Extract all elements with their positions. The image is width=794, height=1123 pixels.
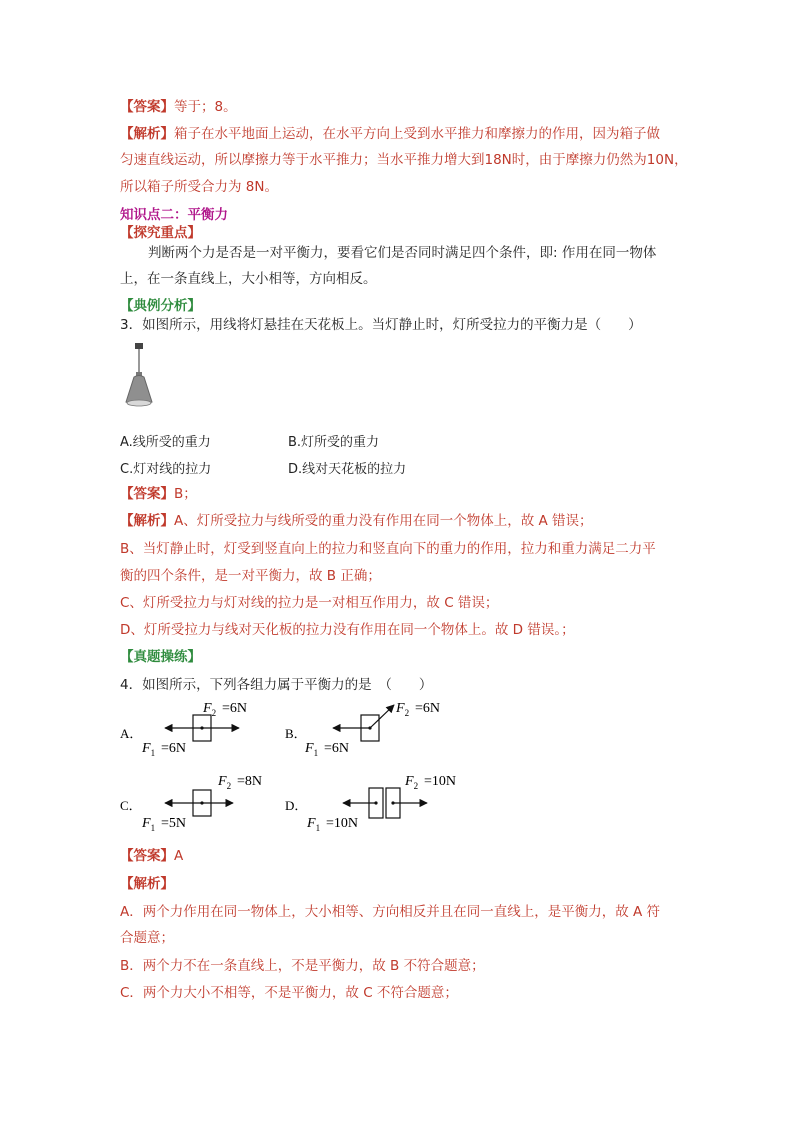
- section-title: 知识点二：平衡力: [120, 207, 228, 223]
- answer-tag: 【答案】: [120, 486, 174, 502]
- q3-option-b: B.灯所受的重力: [288, 435, 380, 450]
- figure-a-label: A．: [120, 726, 143, 741]
- f1-symbol: $F_1$: [142, 741, 156, 758]
- f2-symbol: $F_2$: [405, 774, 419, 791]
- f1-value: =6N: [161, 741, 187, 756]
- figure-d-label: D．: [285, 798, 308, 813]
- figure-c-label: C．: [120, 798, 142, 813]
- q4-answer-line: [120, 847, 183, 865]
- figure-a: [120, 701, 247, 758]
- figure-c: [120, 774, 262, 833]
- f1-value: =10N: [326, 816, 359, 831]
- f2-value: =6N: [222, 701, 248, 716]
- q4-analysis-line-4: C．两个力大小不相等，不是平衡力，故 C 不符合题意；: [120, 985, 458, 1001]
- q3-analysis-line-1: [120, 512, 593, 530]
- analysis-text: ，: [674, 152, 688, 168]
- analysis-value: 18N: [484, 152, 512, 168]
- analysis-text: 匀速直线运动，所以摩擦力等于水平推力；当水平推力增大到: [120, 152, 485, 168]
- q3-analysis-line-5: D、灯所受拉力与线对天化板的拉力没有作用在同一个物体上。故 D 错误。；: [120, 622, 575, 638]
- f2-value: =8N: [237, 774, 263, 789]
- f2-symbol: $F_2$: [396, 701, 410, 718]
- p1-answer-line: [120, 98, 237, 116]
- key-point-line-2: 上，在一条直线上，大小相等，方向相反。: [120, 271, 377, 287]
- q3-answer-line: [120, 485, 197, 503]
- q3-stem: 3．如图所示，用线将灯悬挂在天花板上。当灯静止时，灯所受拉力的平衡力是（ ）: [120, 317, 642, 333]
- q4-stem: 4．如图所示，下列各组力属于平衡力的是 （ ）: [120, 677, 433, 693]
- q3-analysis-line-2: B、当灯静止时，灯受到竖直向上的拉力和竖直向下的重力的作用，拉力和重力满足二力平: [120, 541, 656, 557]
- figure-b: [285, 701, 440, 758]
- f1-symbol: $F_1$: [305, 741, 319, 758]
- answer-tag: 【答案】: [120, 99, 174, 115]
- q3-option-a: A.线所受的重力: [120, 435, 211, 450]
- example-tag: 【典例分析】: [120, 298, 201, 314]
- q4-analysis-tag: 【解析】: [120, 876, 174, 892]
- analysis-text: A、灯所受拉力与线所受的重力没有作用在同一个物体上，故 A 错误；: [174, 513, 593, 529]
- hanging-lamp-figure: [120, 340, 160, 415]
- analysis-text: 。: [264, 179, 278, 195]
- answer-text: 等于；8。: [174, 99, 237, 115]
- analysis-tag: 【解析】: [120, 513, 174, 529]
- ceiling-mount: [135, 343, 143, 349]
- practice-tag: 【真题操练】: [120, 649, 201, 665]
- p1-analysis-line-3: [120, 178, 278, 196]
- f2-value: =6N: [415, 701, 441, 716]
- analysis-text: 所以箱子所受合力为: [120, 179, 246, 195]
- q4-analysis-line-3: B．两个力不在一条直线上，不是平衡力，故 B 不符合题意；: [120, 958, 485, 974]
- analysis-text: 时，由于摩擦力仍然为: [511, 152, 647, 168]
- force-arrow-f2: [370, 705, 394, 728]
- key-point-line-1: 判断两个力是否是一对平衡力，要看它们是否同时满足四个条件，即: 作用在同一物体: [148, 245, 657, 261]
- q3-option-c: C.灯对线的拉力: [120, 462, 212, 477]
- f1-symbol: $F_1$: [307, 816, 321, 833]
- figure-b-label: B．: [285, 726, 307, 741]
- q4-analysis-line-1: A．两个力作用在同一物体上，大小相等、方向相反并且在同一直线上，是平衡力，故 A 符: [120, 904, 661, 920]
- f1-value: =6N: [324, 741, 350, 756]
- f2-symbol: $F_2$: [218, 774, 232, 791]
- analysis-value: 8N: [245, 179, 265, 195]
- answer-text: A: [174, 848, 184, 864]
- q4-analysis-line-2: 合题意；: [120, 930, 174, 946]
- analysis-tag: 【解析】: [120, 126, 174, 142]
- f1-value: =5N: [161, 816, 187, 831]
- figure-d: [285, 774, 456, 833]
- force-diagrams: [115, 695, 495, 835]
- analysis-value: 10N: [646, 152, 675, 168]
- lamp-bulb-rim: [127, 400, 151, 406]
- q3-option-d: D.线对天花板的拉力: [288, 462, 407, 477]
- p1-analysis-line-1: [120, 125, 660, 143]
- p1-analysis-line-2: [120, 151, 688, 169]
- q3-analysis-line-3: 衡的四个条件，是一对平衡力，故 B 正确；: [120, 568, 381, 584]
- q3-analysis-line-4: C、灯所受拉力与灯对线的拉力是一对相互作用力，故 C 错误；: [120, 595, 499, 611]
- analysis-text: 箱子在水平地面上运动，在水平方向上受到水平推力和摩擦力的作用，因为箱子做: [174, 126, 660, 142]
- answer-text: B；: [174, 486, 197, 502]
- f2-symbol: $F_2$: [203, 701, 217, 718]
- answer-tag: 【答案】: [120, 848, 174, 864]
- f2-value: =10N: [424, 774, 457, 789]
- f1-symbol: $F_1$: [142, 816, 156, 833]
- key-point-tag: 【探究重点】: [120, 225, 201, 241]
